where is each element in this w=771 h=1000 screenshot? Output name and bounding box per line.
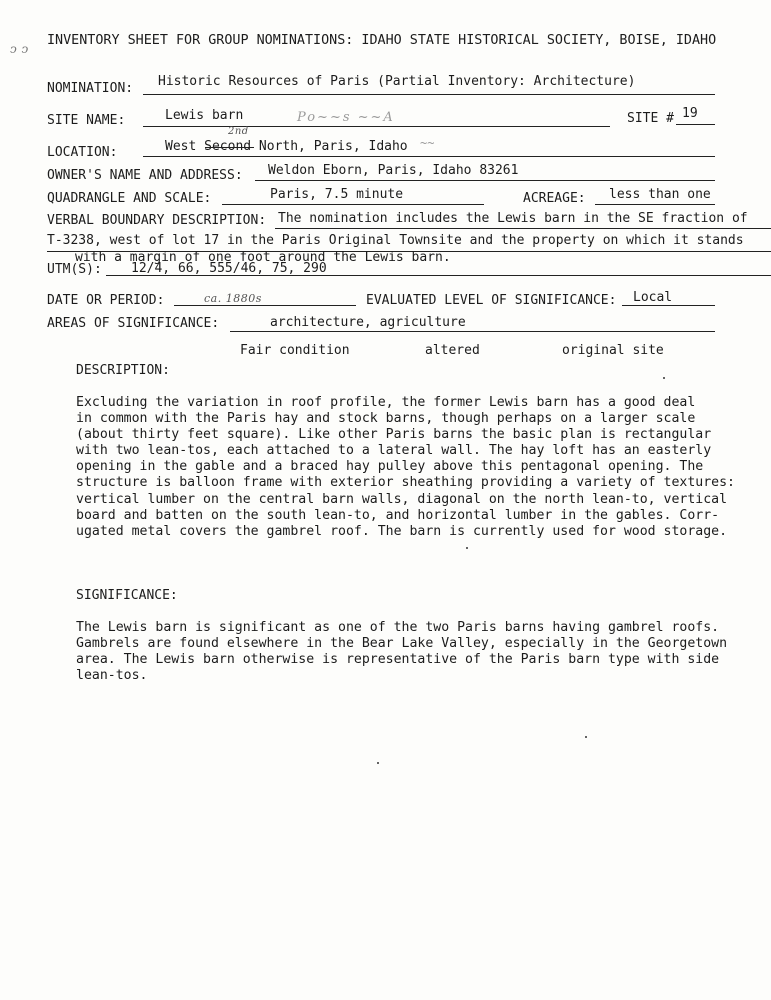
date-value: ca. 1880s <box>204 292 262 305</box>
significance-line: The Lewis barn is significant as one of the two Paris barns having gambrel roofs. <box>76 620 720 635</box>
significance-line: lean-tos. <box>76 668 148 684</box>
location-label: LOCATION: <box>47 145 118 160</box>
description-line: vertical lumber on the central barn walls, diagonal on the north lean-to, vertical <box>76 491 728 507</box>
owner-underline <box>255 180 715 181</box>
boundary-label: VERBAL BOUNDARY DESCRIPTION: <box>47 213 267 228</box>
condition-text: Fair condition <box>240 343 350 358</box>
scan-speck <box>466 547 468 549</box>
alteration-text: altered <box>425 343 480 358</box>
site-status-text: original site <box>562 343 664 358</box>
boundary-underline-1 <box>275 228 771 229</box>
utm-label: UTM(S): <box>47 262 102 277</box>
nomination-value: Historic Resources of Paris (Partial Inventory: Architecture) <box>158 74 636 89</box>
location-pencil-annotation: 2nd <box>228 126 249 137</box>
description-paragraph <box>76 395 766 540</box>
description-line: ugated metal covers the gambrel roof. The barn is currently used for wood storage. <box>76 523 728 539</box>
scan-speck <box>585 736 587 738</box>
site-number-underline <box>676 124 715 125</box>
areas-value: architecture, agriculture <box>270 315 466 330</box>
acreage-label: ACREAGE: <box>523 191 586 206</box>
location-pencil-squiggle: ~~ <box>420 136 435 150</box>
description-line: Excluding the variation in roof profile, the former Lewis barn has a good deal <box>76 395 696 410</box>
description-line: (about thirty feet square). Like other Paris barns the basic plan is rectangular <box>76 427 712 443</box>
site-name-value: Lewis barn <box>165 108 244 123</box>
description-line: board and batten on the south lean-to, and horizontal lumber in the gables. Corr- <box>76 507 720 523</box>
scan-speck <box>377 762 379 764</box>
significance-heading: SIGNIFICANCE: <box>76 588 178 603</box>
site-name-pencil-annotation: Po~~s ~~A <box>297 110 395 125</box>
date-label: DATE OR PERIOD: <box>47 293 165 308</box>
description-line: in common with the Paris hay and stock barns, though perhaps on a larger scale <box>76 411 696 427</box>
boundary-text-line-2: T-3238, west of lot 17 in the Paris Original Townsite and the property on which it stands <box>47 233 744 248</box>
date-underline <box>174 305 356 306</box>
utm-underline <box>106 275 771 276</box>
acreage-value: less than one <box>609 187 711 202</box>
significance-line: area. The Lewis barn otherwise is representative of the Paris barn type with side <box>76 652 720 668</box>
site-name-label: SITE NAME: <box>47 113 126 128</box>
description-line: structure is balloon frame with exterior sheathing providing a variety of textures: <box>76 475 735 491</box>
quadrangle-underline <box>222 204 484 205</box>
quadrangle-label: QUADRANGLE AND SCALE: <box>47 191 212 206</box>
scan-speck <box>663 377 665 379</box>
site-number-label: SITE # <box>627 111 674 126</box>
utm-value: 12/4, 66, 555/46, 75, 290 <box>131 261 327 276</box>
quadrangle-value: Paris, 7.5 minute <box>270 187 404 202</box>
location-strikethrough <box>205 147 254 148</box>
evaluated-level-underline <box>622 305 715 306</box>
margin-pencil-mark: ↄ ↄ <box>10 42 29 56</box>
significance-paragraph <box>76 620 766 684</box>
evaluated-level-label: EVALUATED LEVEL OF SIGNIFICANCE: <box>366 293 617 308</box>
areas-underline <box>230 331 715 332</box>
boundary-text-line-3: with a margin of one foot around the Lewis barn. <box>75 250 451 265</box>
nomination-underline <box>143 94 715 95</box>
boundary-text-line-1: The nomination includes the Lewis barn in the SE fraction of <box>278 211 748 226</box>
evaluated-level-value: Local <box>633 290 673 305</box>
significance-line: Gambrels are found elsewhere in the Bear Lake Valley, especially in the Georgetown <box>76 636 728 652</box>
location-value: West Second North, Paris, Idaho <box>165 139 408 154</box>
owner-value: Weldon Eborn, Paris, Idaho 83261 <box>268 163 519 178</box>
owner-label: OWNER'S NAME AND ADDRESS: <box>47 168 243 183</box>
location-underline <box>143 156 715 157</box>
description-line: with two lean-tos, each attached to a lateral wall. The hay loft has an easterly <box>76 443 712 459</box>
description-line: opening in the gable and a braced hay pulley above this pentagonal opening. The <box>76 459 704 475</box>
areas-label: AREAS OF SIGNIFICANCE: <box>47 316 220 331</box>
site-name-underline <box>143 126 610 127</box>
nomination-label: NOMINATION: <box>47 81 134 96</box>
sheet-title: INVENTORY SHEET FOR GROUP NOMINATIONS: IDAHO STATE HISTORICAL SOCIETY, BOISE, IDAHO <box>47 33 717 48</box>
description-heading: DESCRIPTION: <box>76 363 170 378</box>
site-number-value: 19 <box>682 106 698 121</box>
acreage-underline <box>595 204 715 205</box>
